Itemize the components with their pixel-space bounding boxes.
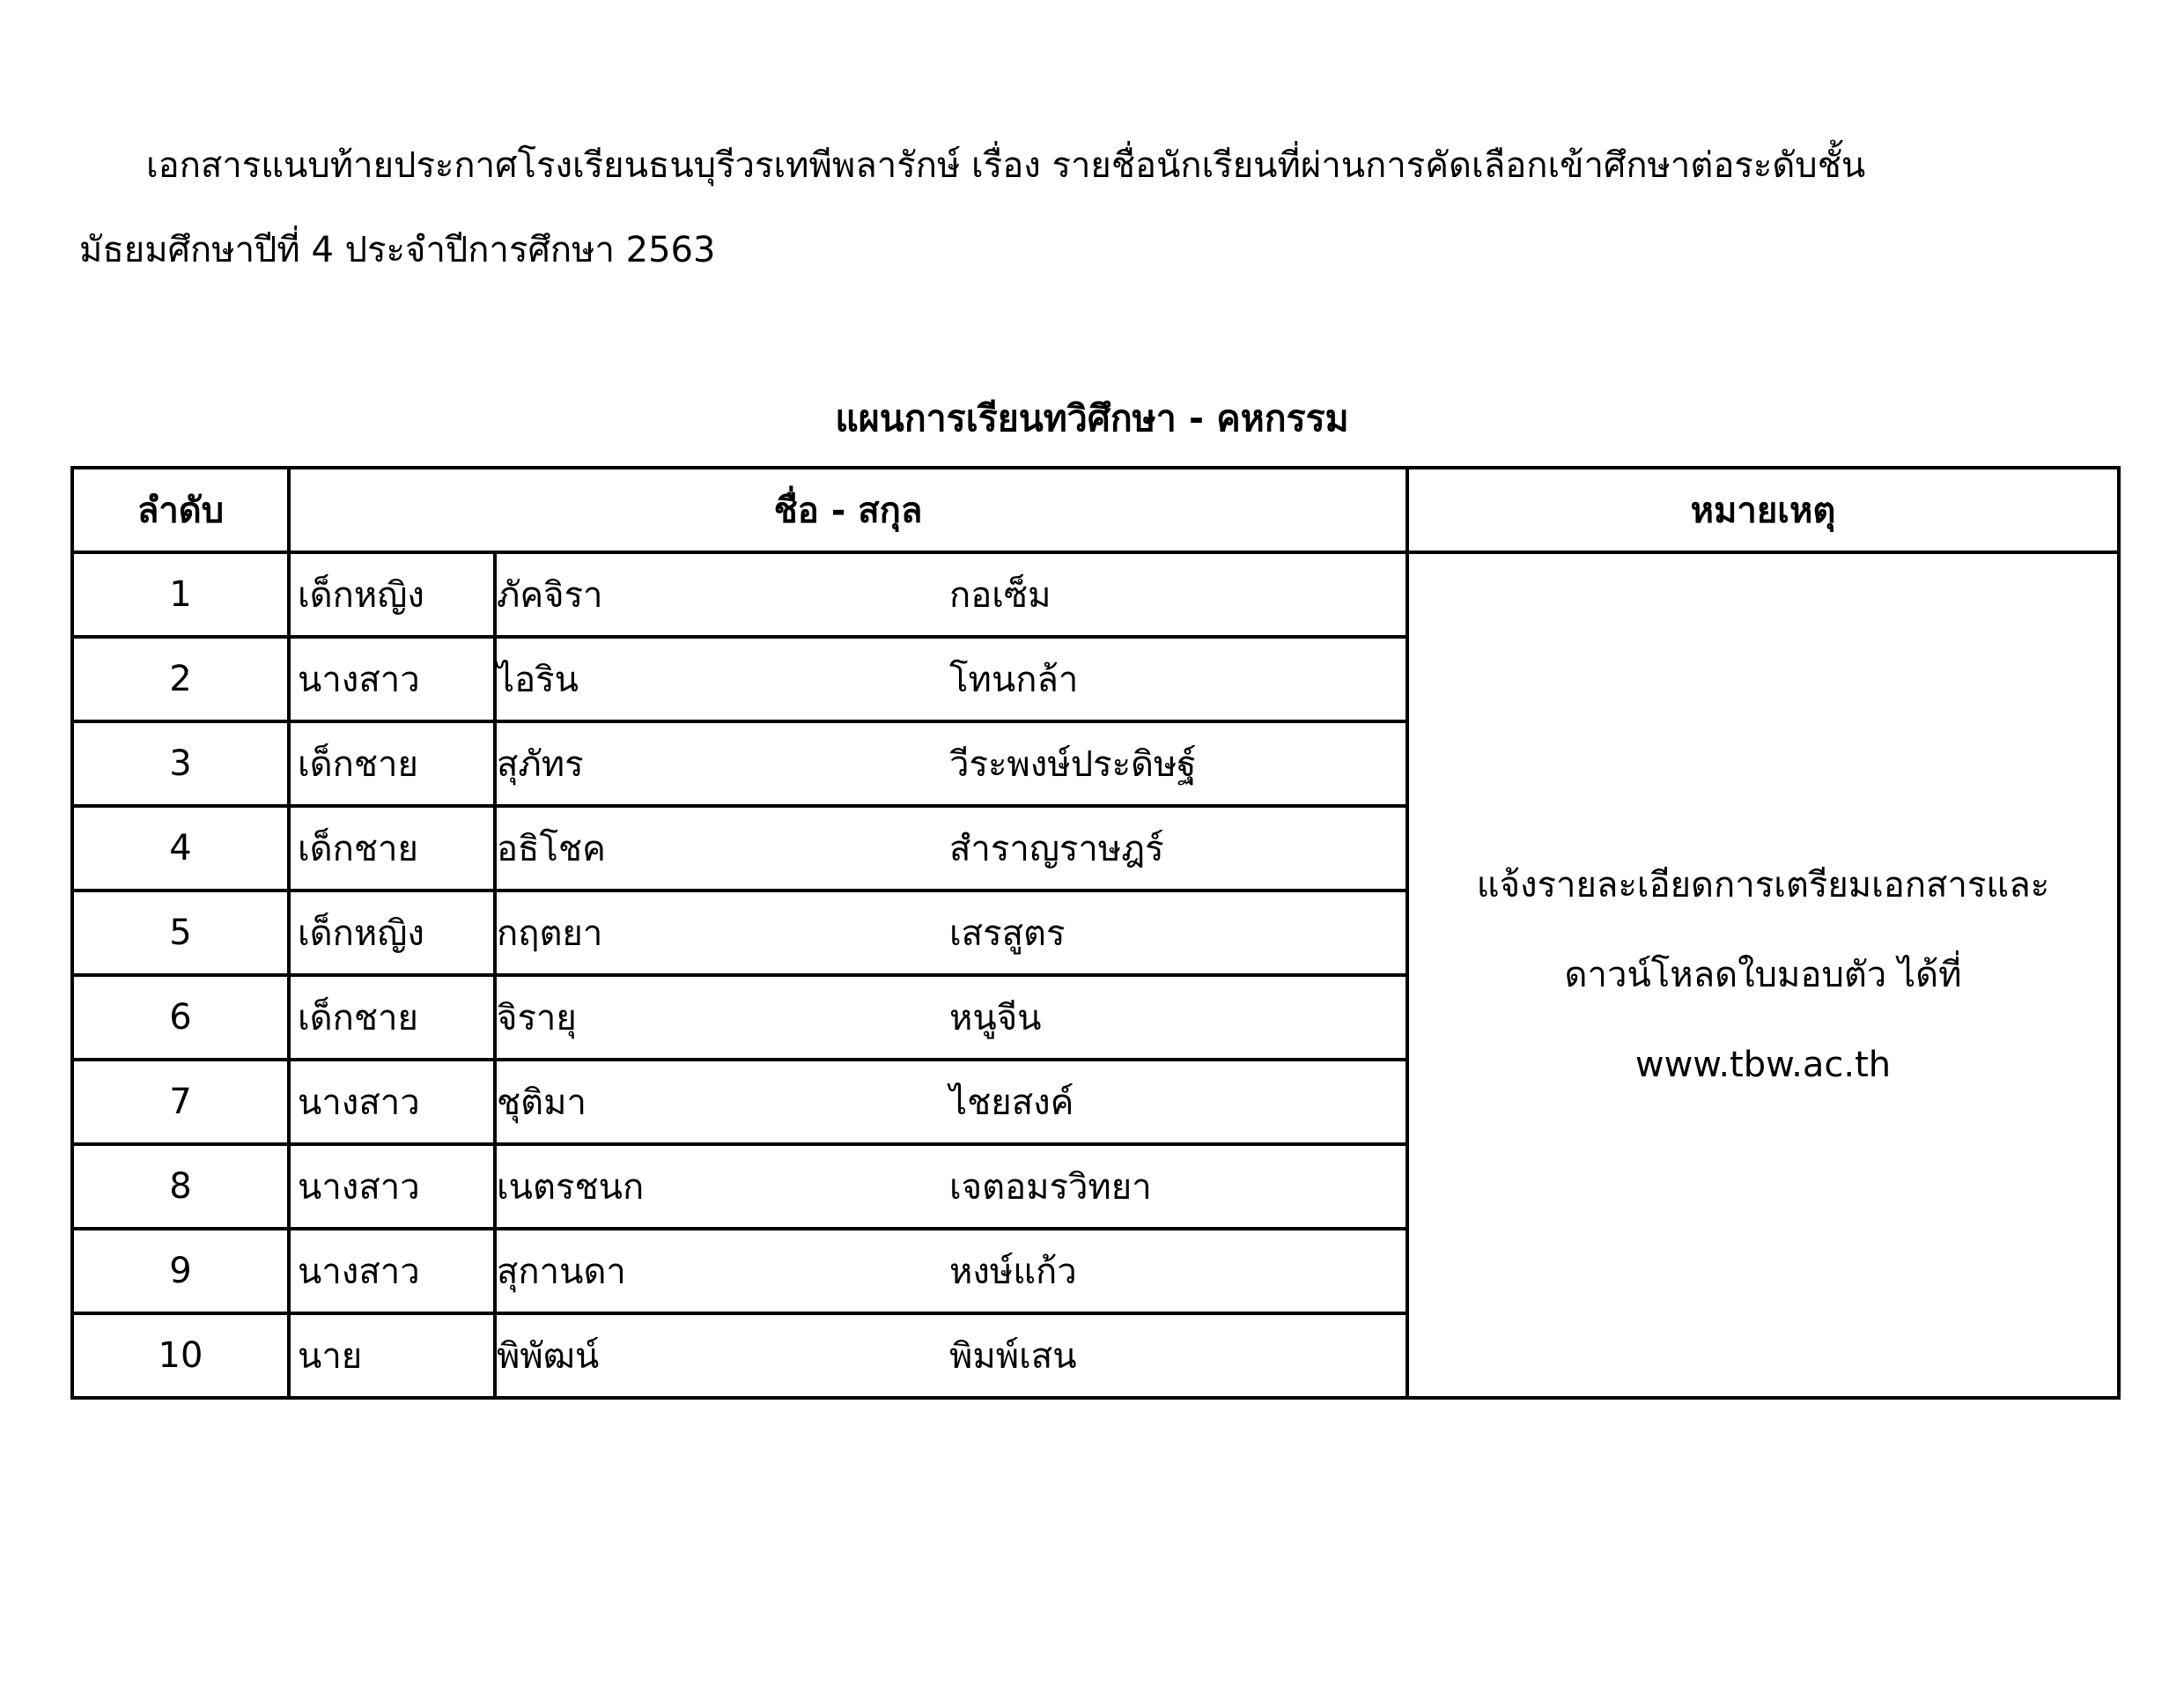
table-header-row	[72, 468, 2119, 552]
website-url: www.tbw.ac.th	[1634, 1045, 1892, 1085]
last-name-cell	[949, 721, 1407, 806]
first-name-cell	[495, 1144, 949, 1229]
first-name: สุภัทร	[497, 744, 584, 785]
last-name-cell	[949, 806, 1407, 891]
last-name-cell	[949, 891, 1407, 975]
name-prefix-cell	[289, 637, 495, 721]
name-prefix-cell	[289, 806, 495, 891]
intro-line-1: เอกสารแนบท้ายประกาศโรงเรียนธนบุรีวรเทพีพลารักษ์ เรื่อง รายชื่อนักเรียนที่ผ่านการคัดเลือกเข้าศึกษาต่อระดับชั้น	[146, 145, 1866, 186]
first-name-cell	[495, 1313, 949, 1398]
first-name: จิรายุ	[497, 998, 577, 1038]
intro-paragraph	[79, 123, 2105, 292]
name-prefix: เด็กชาย	[298, 829, 418, 869]
last-name: หนูจีน	[949, 998, 1042, 1038]
last-name: สำราญราษฎร์	[949, 829, 1164, 869]
intro-line-2: มัธยมศึกษาปีที่ 4 ประจำปีการศึกษา 2563	[79, 230, 716, 270]
name-prefix: เด็กชาย	[298, 998, 418, 1038]
first-name-cell	[495, 975, 949, 1060]
name-prefix: นางสาว	[298, 1252, 420, 1292]
name-prefix-cell	[289, 975, 495, 1060]
name-prefix-cell	[289, 1313, 495, 1398]
first-name-cell	[495, 1229, 949, 1313]
name-prefix: เด็กหญิง	[298, 575, 424, 616]
student-roster-table	[70, 466, 2121, 1400]
last-name: กอเซ็ม	[949, 575, 1051, 616]
row-order: 2	[72, 637, 289, 721]
last-name-cell	[949, 1313, 1407, 1398]
first-name: พิพัฒน์	[497, 1336, 600, 1377]
table-title: แผนการเรียนทวิศึกษา - คหกรรม	[835, 397, 1349, 440]
first-name: เนตรชนก	[497, 1167, 645, 1208]
row-order: 3	[72, 721, 289, 806]
first-name-cell	[495, 552, 949, 637]
table-row	[72, 552, 2119, 637]
last-name-cell	[949, 1060, 1407, 1144]
remark-line-2: ดาวน์โหลดใบมอบตัว ได้ที่	[1564, 955, 1962, 995]
remark-line-1: แจ้งรายละเอียดการเตรียมเอกสารและ	[1476, 865, 2050, 905]
row-order: 4	[72, 806, 289, 891]
row-order: 8	[72, 1144, 289, 1229]
name-prefix: นาย	[298, 1336, 363, 1377]
last-name-cell	[949, 975, 1407, 1060]
remark-cell	[1407, 552, 2119, 1398]
first-name-cell	[495, 1060, 949, 1144]
name-prefix: เด็กชาย	[298, 744, 418, 785]
first-name: ชุติมา	[497, 1083, 587, 1123]
name-prefix-cell	[289, 891, 495, 975]
name-prefix: นางสาว	[298, 1167, 420, 1208]
last-name: เสรสูตร	[949, 913, 1066, 954]
last-name: พิมพ์เสน	[949, 1336, 1077, 1377]
last-name-cell	[949, 552, 1407, 637]
last-name-cell	[949, 1229, 1407, 1313]
header-name: ชื่อ - สกุล	[289, 468, 1407, 552]
first-name-cell	[495, 891, 949, 975]
last-name-cell	[949, 637, 1407, 721]
name-prefix-cell	[289, 1229, 495, 1313]
first-name: อธิโชค	[497, 829, 606, 869]
row-order: 6	[72, 975, 289, 1060]
header-order: ลำดับ	[72, 468, 289, 552]
last-name: โทนกล้า	[949, 660, 1079, 700]
row-order: 7	[72, 1060, 289, 1144]
name-prefix-cell	[289, 552, 495, 637]
last-name-cell	[949, 1144, 1407, 1229]
name-prefix: เด็กหญิง	[298, 913, 424, 954]
row-order: 9	[72, 1229, 289, 1313]
name-prefix-cell	[289, 1144, 495, 1229]
header-note: หมายเหตุ	[1407, 468, 2119, 552]
name-prefix: นางสาว	[298, 660, 420, 700]
last-name: วีระพงษ์ประดิษฐ์	[949, 744, 1197, 785]
row-order: 1	[72, 552, 289, 637]
row-order: 10	[72, 1313, 289, 1398]
name-prefix-cell	[289, 1060, 495, 1144]
name-prefix-cell	[289, 721, 495, 806]
first-name: กฤตยา	[497, 913, 603, 954]
row-order: 5	[72, 891, 289, 975]
name-prefix: นางสาว	[298, 1083, 420, 1123]
first-name-cell	[495, 721, 949, 806]
last-name: เจตอมรวิทยา	[949, 1167, 1152, 1208]
first-name-cell	[495, 637, 949, 721]
table-body	[72, 552, 2119, 1398]
first-name: ภัคจิรา	[497, 575, 603, 616]
first-name-cell	[495, 806, 949, 891]
first-name: ไอริน	[497, 660, 579, 700]
first-name: สุกานดา	[497, 1252, 626, 1292]
last-name: หงษ์แก้ว	[949, 1252, 1077, 1292]
last-name: ไชยสงค์	[949, 1083, 1074, 1123]
